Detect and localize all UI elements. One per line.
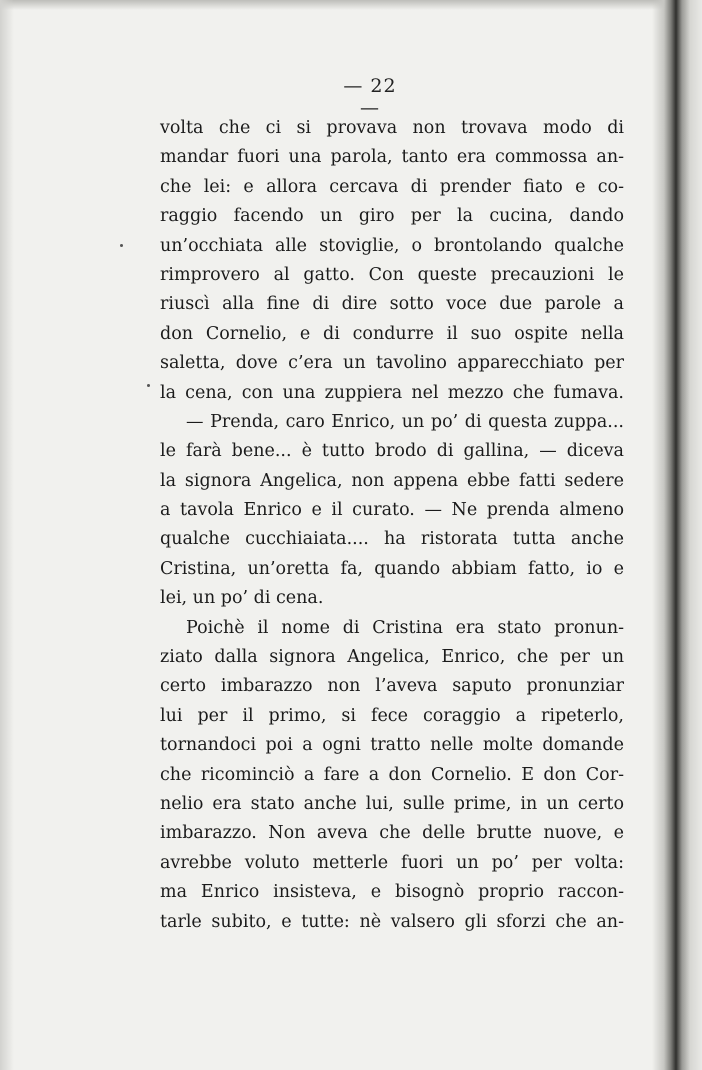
text-line: volta che ci si provava non trovava modo di (160, 118, 624, 138)
text-line: rimprovero al gatto. Con queste precauzioni le (160, 264, 624, 285)
text-line: raggio facendo un giro per la cucina, dando (160, 206, 624, 227)
text-line: la cena, con una zuppiera nel mezzo che fumava. (160, 382, 624, 403)
text-line: certo imbarazzo non l’aveva saputo pronunziar (160, 676, 624, 697)
text-line: — Prenda, caro Enrico, un po’ di questa zuppa... (186, 411, 624, 432)
text-line: tornandoci poi a ogni tratto nelle molte domande (160, 735, 624, 756)
text-line: riuscì alla fine di dire sotto voce due parole a (160, 294, 624, 315)
ink-speck (147, 384, 150, 387)
text-line: ma Enrico insisteva, e bisognò proprio raccon- (160, 882, 624, 903)
page-left-edge (0, 0, 14, 1070)
text-line: a tavola Enrico e il curato. — Ne prenda almeno (160, 500, 624, 521)
body-text (160, 114, 624, 937)
text-line: saletta, dove c’era un tavolino apparecchiato per (160, 353, 624, 374)
page-number: — 22 — (343, 75, 397, 119)
text-line: don Cornelio, e di condurre il suo ospite nella (160, 323, 624, 344)
text-line: Cristina, un’oretta fa, quando abbiam fatto, io e (160, 558, 624, 579)
text-line: avrebbe voluto metterle fuori un po’ per volta: (160, 852, 624, 873)
text-line: tarle subito, e tutte: nè valsero gli sforzi che an- (160, 911, 624, 932)
text-line: nelio era stato anche lui, sulle prime, in un certo (160, 793, 624, 814)
text-line: mandar fuori una parola, tanto era commossa an- (160, 147, 624, 168)
text-line: imbarazzo. Non aveva che delle brutte nuove, e (160, 823, 624, 844)
ink-speck (120, 244, 123, 247)
text-line: lei, un po’ di cena. (160, 588, 324, 609)
text-line: le farà bene... è tutto brodo di gallina, — diceva (160, 441, 624, 462)
book-spine-shadow (652, 0, 702, 1070)
text-line: la signora Angelica, non appena ebbe fatti sedere (160, 470, 624, 491)
text-line: qualche cucchiaiata.... ha ristorata tutta anche (160, 529, 624, 550)
text-line: che ricominciò a fare a don Cornelio. E don Cor- (160, 764, 624, 785)
text-line: un’occhiata alle stoviglie, o brontolando qualche (160, 235, 624, 256)
text-line: che lei: e allora cercava di prender fiato e co- (160, 176, 624, 197)
text-line: lui per il primo, si fece coraggio a ripeterlo, (160, 705, 624, 726)
text-line: ziato dalla signora Angelica, Enrico, che per un (160, 647, 624, 668)
text-line: Poichè il nome di Cristina era stato pronun- (186, 617, 624, 638)
page-top-edge (0, 0, 702, 10)
